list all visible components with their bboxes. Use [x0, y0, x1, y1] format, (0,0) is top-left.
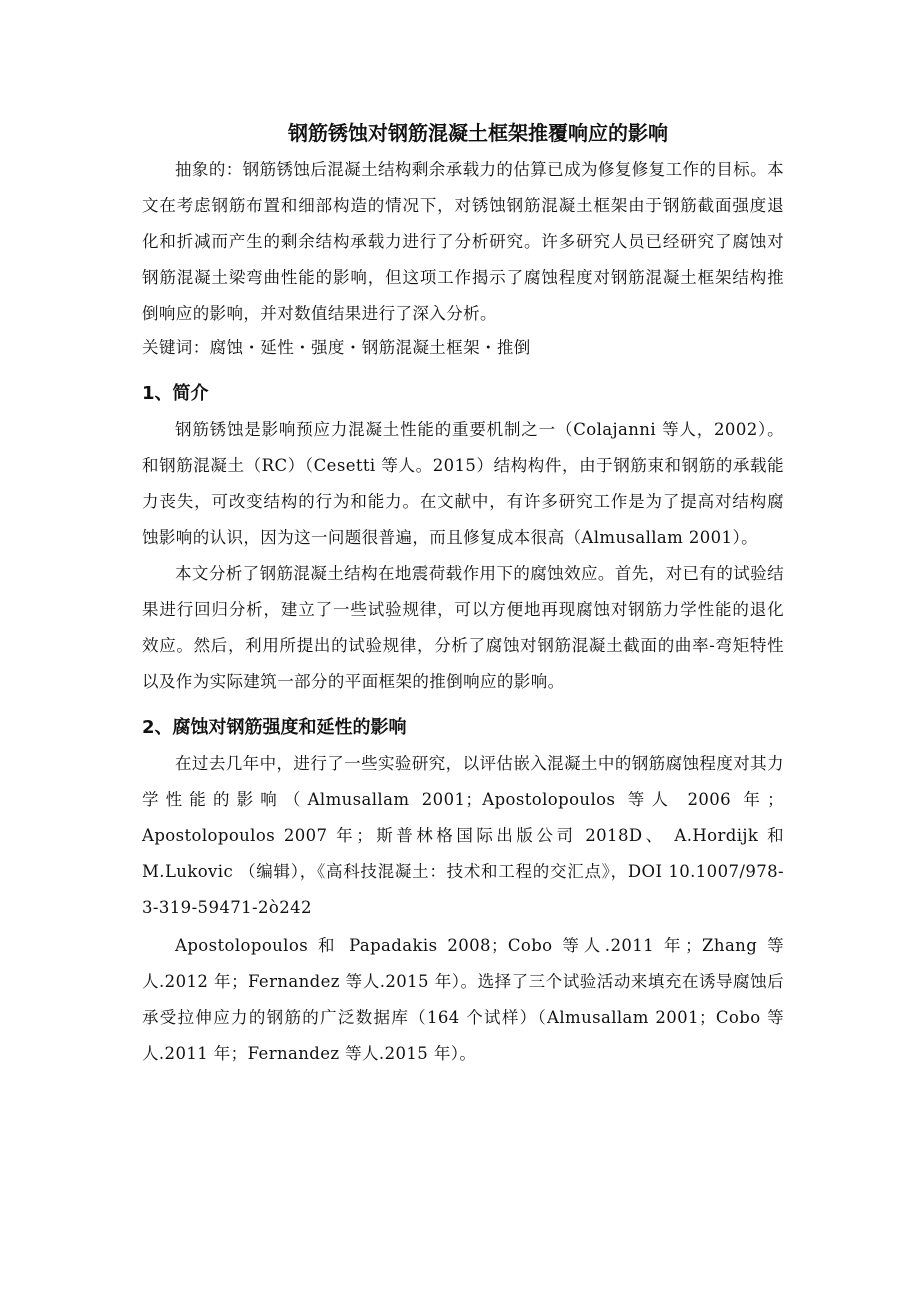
keywords-line: 关键词：腐蚀・延性・强度・钢筋混凝土框架・推倒	[142, 338, 531, 357]
paper-title: 钢筋锈蚀对钢筋混凝土框架推覆响应的影响	[288, 121, 668, 145]
section-2-heading: 2、腐蚀对钢筋强度和延性的影响	[142, 717, 407, 738]
document-body	[142, 118, 784, 1072]
section-1-paragraph-2: 本文分析了钢筋混凝土结构在地震荷载作用下的腐蚀效应。首先，对已有的试验结果进行回归分析，建立了一些试验规律，可以方便地再现腐蚀对钢筋力学性能的退化效应。然后，利用所提出的试验规律，分析了腐蚀对钢筋混凝土截面的曲率-弯矩特性以及作为实际建筑一部分的平面框架的推倒响应的影响。	[142, 564, 784, 691]
section-1-heading: 1、简介	[142, 383, 209, 404]
section-2-paragraph-1: 在过去几年中，进行了一些实验研究，以评估嵌入混凝土中的钢筋腐蚀程度对其力学性能的影响（Almusallam 2001；Apostolopoulos 等人 2006 年；Apostolopoulos 2007 年；斯普林格国际出版公司 2018D、 A.Hordijk 和 M.Lukovic （编辑），《高科技混凝土：技术和工程的交汇点》，DOI 10.1007/978-3-319-59471-2ò242	[142, 754, 784, 917]
abstract-paragraph: 抽象的：钢筋锈蚀后混凝土结构剩余承载力的估算已成为修复修复工作的目标。本文在考虑钢筋布置和细部构造的情况下，对锈蚀钢筋混凝土框架由于钢筋截面强度退化和折减而产生的剩余结构承载力进行了分析研究。许多研究人员已经研究了腐蚀对钢筋混凝土梁弯曲性能的影响，但这项工作揭示了腐蚀程度对钢筋混凝土框架结构推倒响应的影响，并对数值结果进行了深入分析。	[142, 160, 784, 323]
section-1-paragraph-1: 钢筋锈蚀是影响预应力混凝土性能的重要机制之一（Colajanni 等人，2002）。和钢筋混凝土（RC）（Cesetti 等人。2015）结构构件，由于钢筋束和钢筋的承载能力丧失，可改变结构的行为和能力。在文献中，有许多研究工作是为了提高对结构腐蚀影响的认识，因为这一问题很普遍，而且修复成本很高（Almusallam 2001）。	[142, 420, 784, 547]
section-2-paragraph-2: Apostolopoulos 和 Papadakis 2008；Cobo 等人.2011 年；Zhang 等人.2012 年；Fernandez 等人.2015 年）。选择了三个试验活动来填充在诱导腐蚀后承受拉伸应力的钢筋的广泛数据库（164 个试样）（Almusallam 2001；Cobo 等人.2011 年；Fernandez 等人.2015 年）。	[142, 936, 784, 1063]
